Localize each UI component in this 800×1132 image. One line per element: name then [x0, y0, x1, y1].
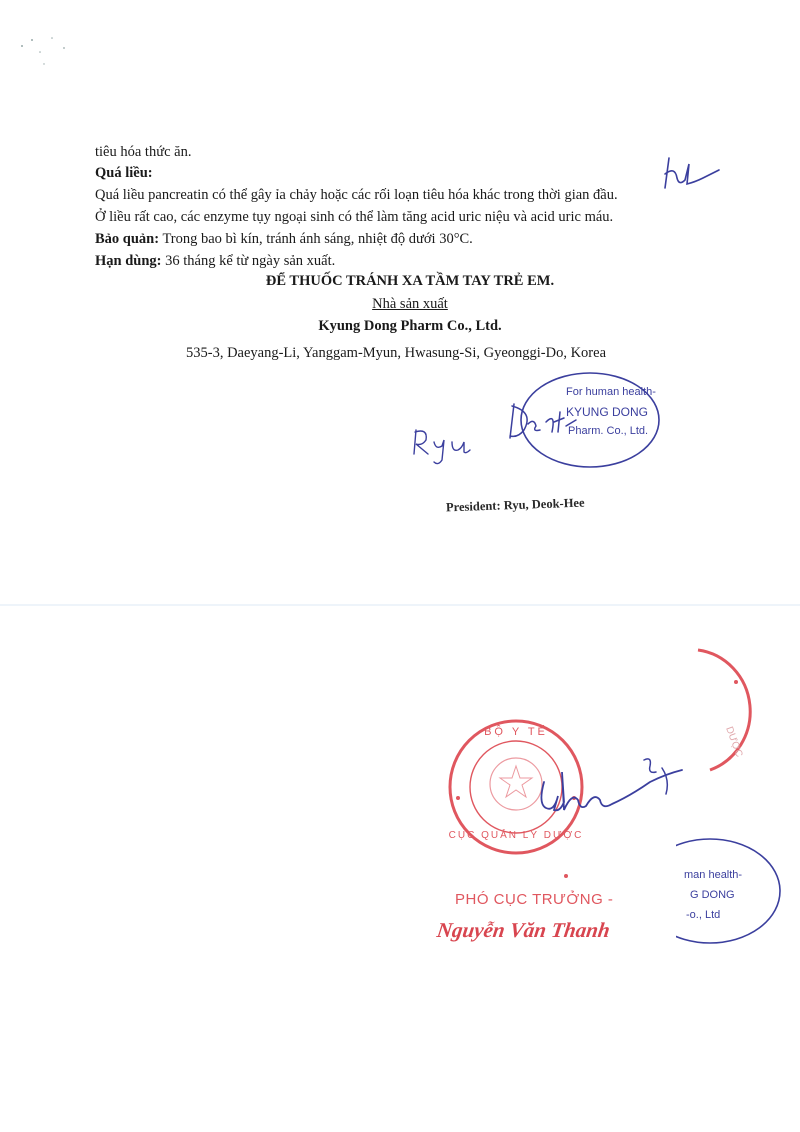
overdose-heading: Quá liều:: [95, 165, 153, 181]
ryu-handwriting-icon: [408, 420, 488, 470]
stamp-top-text: BỘ Y TẾ: [484, 726, 548, 738]
manufacturer-label: Nhà sản xuất: [372, 296, 448, 312]
kyungdong-partial-stamp: [676, 833, 800, 951]
partial-stamp-line-3: -o., Ltd: [686, 909, 721, 921]
partial-stamp-line-2: G DONG: [690, 889, 735, 901]
deputy-director-name: Nguyễn Văn Thanh: [435, 918, 612, 942]
text-line-digestion: tiêu hóa thức ăn.: [95, 144, 192, 160]
president-signature-line: President: Ryu, Deok-Hee: [445, 495, 585, 515]
svg-text:DƯỢC: DƯỢC: [723, 725, 745, 759]
overdose-text-1: Quá liều pancreatin có thể gây ỉa chảy hoặc các rối loạn tiêu hóa khác trong thời gian đầu.: [95, 187, 618, 203]
storage-label: Bảo quản:: [95, 231, 160, 247]
overdose-text-2: Ở liều rất cao, các enzyme tụy ngoại sinh có thể làm tăng acid uric niệu và acid uric máu.: [95, 209, 614, 225]
stamp-line-3: Pharm. Co., Ltd.: [568, 425, 649, 437]
ministry-partial-stamp-icon: [690, 646, 760, 776]
stamp-line-1: For human health-: [566, 386, 656, 398]
warning-text: ĐỂ THUỐC TRÁNH XA TẦM TAY TRẺ EM.: [265, 273, 555, 289]
storage-line: [95, 229, 473, 249]
stamp-line-2: KYUNG DONG: [566, 405, 649, 419]
stamp-oval-icon: [518, 370, 662, 470]
scan-fold-line: [0, 604, 800, 606]
expiry-text: 36 tháng kể từ ngày sản xuất.: [161, 253, 336, 269]
deputy-signature-icon: [520, 752, 690, 822]
stamp-bottom-text: CỤC QUẢN LÝ DƯỢC: [448, 830, 584, 841]
manufacturer-address: 535-3, Daeyang-Li, Yanggam-Myun, Hwasung-Si, Gyeonggi-Do, Korea: [185, 345, 607, 361]
red-dot-icon: [562, 872, 570, 880]
initials-signature-icon: [655, 150, 725, 195]
kyungdong-company-stamp: [518, 370, 662, 470]
partial-stamp-line-1: man health-: [684, 869, 743, 881]
storage-text: Trong bao bì kín, tránh ánh sáng, nhiệt độ dưới 30°C.: [159, 231, 473, 247]
expiry-label: Hạn dùng:: [95, 253, 162, 269]
deputy-director-title: PHÓ CỤC TRƯỞNG -: [455, 891, 614, 908]
expiry-line: [95, 251, 335, 271]
manufacturer-name: Kyung Dong Pharm Co., Ltd.: [318, 318, 502, 334]
scan-speckles: [18, 34, 78, 74]
